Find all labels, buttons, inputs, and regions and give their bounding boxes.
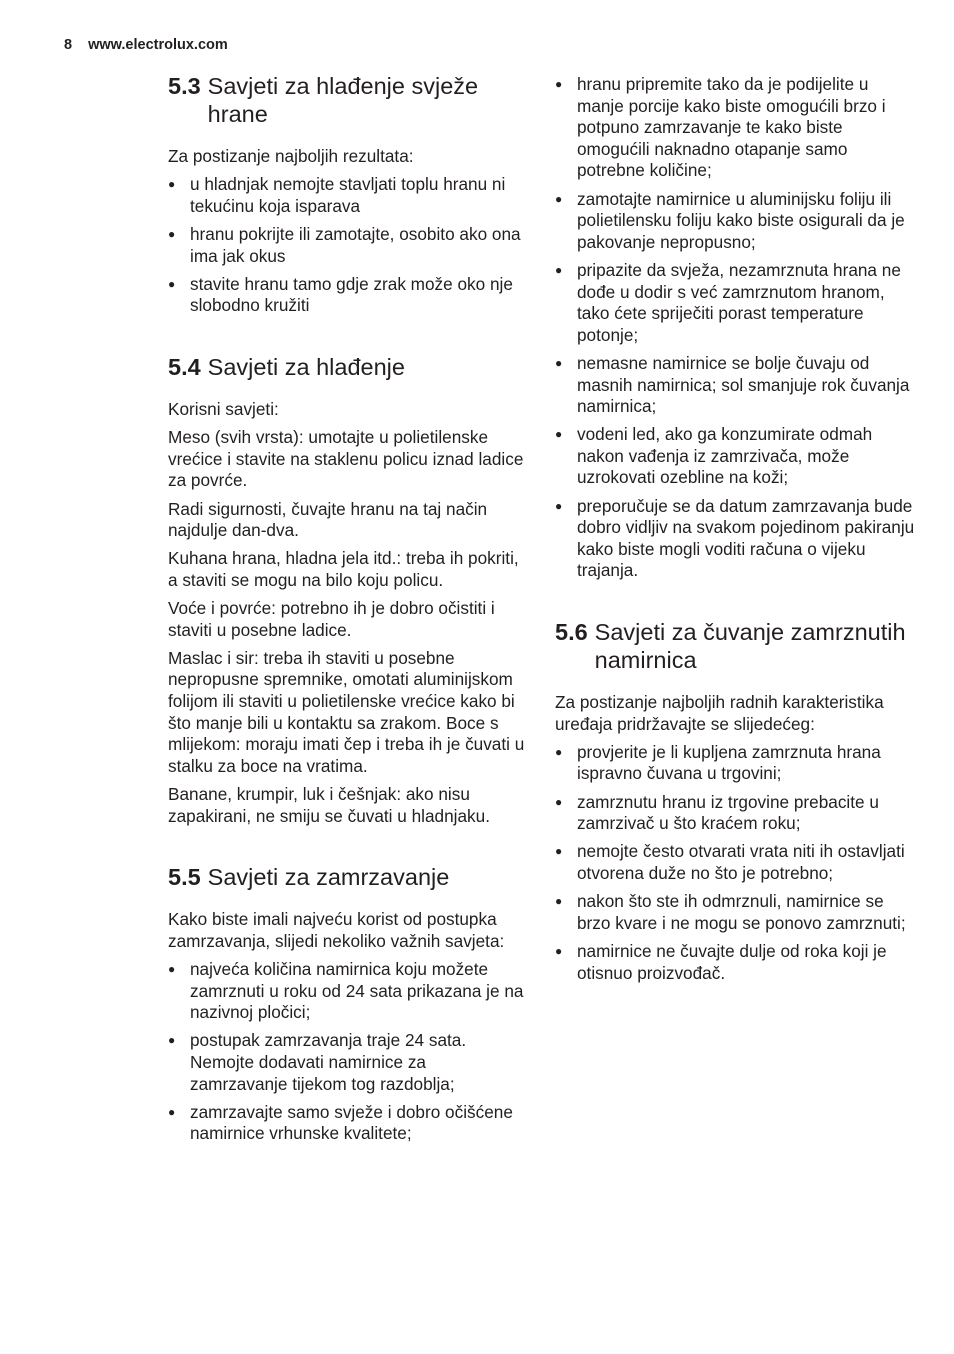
list-item: ● najveća količina namirnica koju možete zamrznuti u roku od 24 sata prikazana je na nazivnoj pločici; — [168, 959, 528, 1024]
section-5-3 — [168, 72, 528, 317]
section-intro: Kako biste imali najveću korist od postupka zamrzavanja, slijedi nekoliko važnih savjeta: — [168, 909, 505, 951]
paragraph: Kuhana hrana, hladna jela itd.: treba ih pokriti, a staviti se mogu na bilo koju policu. — [168, 548, 519, 590]
paragraph: Radi sigurnosti, čuvajte hranu na taj način najdulje dan-dva. — [168, 498, 488, 541]
section-intro: Za postizanje najboljih radnih karakteristika uređaja pridržavajte se slijedećeg: — [555, 692, 884, 734]
list-item: ● hranu pripremite tako da je podijelite u manje porcije kako biste omogućili brzo i potpuno zamrzavanje te kako biste omogućili naknadno otapanje samo potrebne količine; — [555, 74, 915, 182]
left-column — [168, 72, 528, 1145]
list-item: ● pripazite da svježa, nezamrznuta hrana ne dođe u dodir s već zamrznutom hranom, tako ćete spriječiti porast temperature potonje; — [555, 260, 915, 346]
section-title: Savjeti za zamrzavanje — [207, 864, 450, 891]
paragraph: Korisni savjeti: — [168, 398, 279, 419]
list-item: ● stavite hranu tamo gdje zrak može oko nje slobodno kružiti — [168, 274, 528, 317]
list-item: ● postupak zamrzavanja traje 24 sata. Nemojte dodavati namirnice za zamrzavanje tijekom tog razdoblja; — [168, 1030, 528, 1095]
list-item: ● nemasne namirnice se bolje čuvaju od masnih namirnica; sol smanjuje rok čuvanja namirnica; — [555, 353, 915, 418]
list-item: ● u hladnjak nemojte stavljati toplu hranu ni tekućinu koja isparava — [168, 174, 528, 217]
list-item: ● zamrzavajte samo svježe i dobro očišćene namirnice vrhunske kvalitete; — [168, 1102, 528, 1145]
section-heading — [168, 353, 528, 381]
list-item: ● vodeni led, ako ga konzumirate odmah nakon vađenja iz zamrzivača, može uzrokovati ozebline na koži; — [555, 424, 915, 489]
list-item: ● provjerite je li kupljena zamrznuta hrana ispravno čuvana u trgovini; — [555, 742, 915, 785]
section-5-6 — [555, 618, 915, 984]
section-number: 5.3 — [168, 73, 201, 99]
section-title: Savjeti za čuvanje zamrznutih namirnica — [594, 619, 906, 674]
section-number: 5.5 — [168, 864, 201, 891]
paragraph: Banane, krumpir, luk i češnjak: ako nisu zapakirani, ne smiju se čuvati u hladnjaku. — [168, 784, 490, 826]
section-heading — [168, 863, 528, 891]
paragraph: Voće i povrće: potrebno ih je dobro očistiti i staviti u posebne ladice. — [168, 598, 495, 640]
bullet-list — [168, 174, 528, 317]
section-heading — [555, 618, 915, 674]
section-title: Savjeti za hlađenje — [207, 353, 405, 380]
website-link[interactable]: www.electrolux.com — [88, 37, 228, 53]
list-item: ● nemojte često otvarati vrata niti ih ostavljati otvorena duže no što je potrebno; — [555, 841, 915, 884]
section-title: Savjeti za hlađenje svježe hrane — [207, 73, 479, 127]
section-number: 5.4 — [168, 353, 201, 380]
section-5-5 — [168, 863, 528, 1145]
page-header — [64, 37, 228, 53]
list-item: ● preporučuje se da datum zamrzavanja bude dobro vidljiv na svakom pojedinom pakiranju kako biste mogli voditi računa o vijeku trajanja. — [555, 496, 915, 582]
list-item: ● namirnice ne čuvajte dulje od roka koji je otisnuo proizvođač. — [555, 941, 915, 984]
list-item: ● zamrznutu hranu iz trgovine prebacite u zamrzivač u što kraćem roku; — [555, 792, 915, 835]
page-number: 8 — [64, 37, 73, 53]
paragraph: Meso (svih vrsta): umotajte u polietilenske vrećice i stavite na staklenu policu iznad ladice za povrće. — [168, 427, 524, 491]
section-5-4 — [168, 353, 528, 827]
bullet-list — [555, 742, 915, 984]
list-item: ● nakon što ste ih odmrznuli, namirnice se brzo kvare i ne mogu se ponovo zamrznuti; — [555, 891, 915, 934]
bullet-list-continued — [555, 74, 915, 582]
section-intro: Za postizanje najboljih rezultata: — [168, 146, 414, 166]
section-number: 5.6 — [555, 619, 588, 646]
bullet-list — [168, 959, 528, 1145]
section-heading — [168, 72, 528, 128]
list-item: ● hranu pokrijte ili zamotajte, osobito ako ona ima jak okus — [168, 224, 528, 267]
list-item: ● zamotajte namirnice u aluminijsku foliju ili polietilensku foliju kako biste osigurali da je pakovanje nepropusno; — [555, 189, 915, 254]
paragraph: Maslac i sir: treba ih staviti u posebne nepropusne spremnike, omotati aluminijskom folijom ili staviti u polietilenske vrećice kako bi što manje bili u kontaktu sa zrakom. Boce s mlijekom: moraju imati čep i treba ih je čuvati u stalku za boce na vratima. — [168, 647, 525, 776]
right-column — [555, 74, 915, 984]
